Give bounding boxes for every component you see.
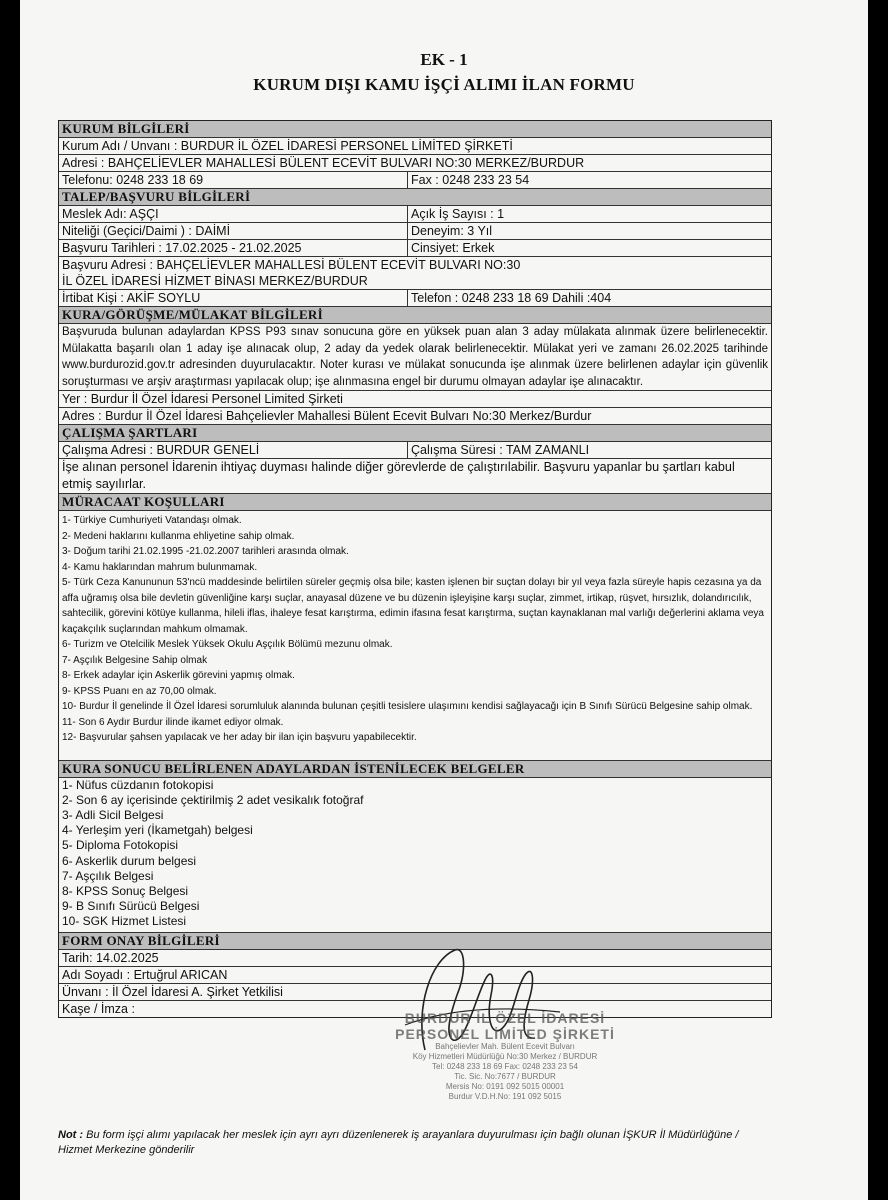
talep-row-2	[59, 223, 771, 240]
kurum-contact-row	[59, 172, 771, 189]
list-item: 5- Diploma Fotokopisi	[62, 838, 179, 853]
meslek-adi: Meslek Adı: AŞÇI	[59, 206, 408, 222]
section-talep: TALEP/BAŞVURU BİLGİLERİ	[59, 189, 771, 206]
footnote-label: Not :	[58, 1129, 84, 1141]
footnote	[58, 1128, 768, 1158]
belgeler-list-row	[59, 778, 771, 933]
kura-yer: Yer : Burdur İl Özel İdaresi Personel Limited Şirketi	[62, 392, 343, 406]
calisma-row	[59, 442, 771, 459]
form-title: KURUM DIŞI KAMU İŞÇİ ALIMI İLAN FORMU	[253, 75, 635, 94]
list-item: 2- Son 6 ay içerisinde çektirilmiş 2 adet vesikalık fotoğraf	[62, 792, 364, 807]
list-item: 8- Erkek adaylar için Askerlik görevini yapmış olmak.	[62, 670, 295, 681]
cinsiyet: Cinsiyet: Erkek	[411, 241, 495, 255]
list-item: 3- Adli Sicil Belgesi	[62, 807, 164, 822]
list-item: 7- Aşçılık Belgesine Sahip olmak	[62, 654, 208, 666]
list-item: 10- SGK Hizmet Listesi	[62, 914, 187, 929]
list-item: 6- Turizm ve Otelcilik Meslek Yüksek Okulu Aşçılık Bölümü mezunu olmak.	[62, 639, 393, 650]
annex-label: EK - 1	[420, 50, 468, 69]
list-item: 9- KPSS Puanı en az 70,00 olmak.	[62, 685, 217, 697]
basvuru-adresi-2: İL ÖZEL İDARESİ HİZMET BİNASI MERKEZ/BURDUR	[62, 274, 368, 288]
muracaat-list-row	[59, 511, 771, 761]
list-item: 11- Son 6 Aydır Burdur ilinde ikamet ediyor olmak.	[62, 716, 284, 728]
section-onay: FORM ONAY BİLGİLERİ	[59, 933, 771, 950]
kura-text: Başvuruda bulunan adaylardan KPSS P93 sınav sonucuna göre en yüksek puan alan 3 aday mülakata alınmak üzere belirlenecektir. Mülakatta başarılı olan 1 aday işe alınacak olup, 2 aday da yedek olarak belirlenecektir. Mülakat yeri ve zamanı 26.02.2025 tarihinde www.burdurozid.gov.tr adresinden duyurulacaktır. Noter kurası ve mülakat sonucunda işe alınmak üzere belirlenen adaylar için güvenlik soruşturması ve arşiv araştırması yapılacak olup; işe alınmasına engel bir durumu olmayan adaylar işe alınacaktır.	[62, 326, 768, 388]
section-kura: KURA/GÖRÜŞME/MÜLAKAT BİLGİLERİ	[59, 307, 771, 324]
footnote-text: Bu form işçi alımı yapılacak her meslek için ayrı ayrı düzenlenerek iş arayanlara duyurulması için bağlı olunan İŞKUR İl Müdürlüğüne / Hizmet Merkezine gönderilir	[58, 1129, 739, 1156]
talep-row-1	[59, 206, 771, 223]
list-item: 6- Askerlik durum belgesi	[62, 853, 197, 868]
kurum-address-row	[59, 155, 771, 172]
irtibat-telefon: Telefon : 0248 233 18 69 Dahili :404	[411, 291, 612, 305]
calisma-text-row	[59, 459, 771, 494]
list-item: 1- Nüfus cüzdanın fotokopisi	[62, 777, 214, 792]
onay-tarih: Tarih: 14.02.2025	[62, 950, 159, 965]
basvuru-adresi-row	[59, 257, 771, 290]
onay-unvan: Ünvanı : İl Özel İdaresi A. Şirket Yetkilisi	[62, 984, 283, 999]
list-item: 9- B Sınıfı Sürücü Belgesi	[62, 899, 200, 914]
list-item: 12- Başvurular şahsen yapılacak ve her aday bir ilan için başvuru yapabilecektir.	[62, 732, 417, 743]
list-item: 1- Türkiye Cumhuriyeti Vatandaşı olmak.	[62, 515, 242, 526]
section-kurum: KURUM BİLGİLERİ	[59, 121, 771, 138]
kura-yer-row	[59, 391, 771, 408]
kurum-phone: Telefonu: 0248 233 18 69	[59, 172, 408, 188]
talep-row-3	[59, 240, 771, 257]
company-stamp: BURDUR İL ÖZEL İDARESİ PERSONEL LİMİTED ŞİRKETİ Bahçelievler Mah. Bülent Ecevit Bulvarı Köy Hizmetleri Müdürlüğü No:30 Merkez / BURDUR Tel: 0248 233 18 69 Fax: 0248 233 23 54 Tic. Sic. No:7677 / BURDUR Mersis No: 0191 092 5015 00001 Burdur V.D.H.No: 191 092 5015	[395, 1010, 615, 1101]
belgeler-list	[59, 778, 366, 932]
list-item: 2- Medeni haklarını kullanma ehliyetine sahip olmak.	[62, 530, 295, 542]
muracaat-list	[59, 511, 771, 760]
kurum-fax: Fax : 0248 233 23 54	[411, 173, 530, 187]
section-belgeler: KURA SONUCU BELİRLENEN ADAYLARDAN İSTENİLECEK BELGELER	[59, 761, 771, 778]
list-item: 8- KPSS Sonuç Belgesi	[62, 883, 189, 898]
list-item: 3- Doğum tarihi 21.02.1995 -21.02.2007 tarihleri arasında olmak.	[62, 546, 349, 557]
irtibat-row	[59, 290, 771, 307]
list-item: 4- Yerleşim yeri (İkametgah) belgesi	[62, 823, 253, 838]
acik-is-sayisi: Açık İş Sayısı : 1	[411, 207, 505, 221]
niteligi: Niteliği (Geçici/Daimi ) : DAİMİ	[59, 223, 408, 239]
kurum-name: Kurum Adı / Unvanı : BURDUR İL ÖZEL İDARESİ PERSONEL LİMİTED ŞİRKETİ	[62, 139, 513, 153]
list-item: 4- Kamu haklarından mahrum bulunmamak.	[62, 561, 258, 573]
kura-adres: Adres : Burdur İl Özel İdaresi Bahçelievler Mahallesi Bülent Ecevit Bulvarı No:30 Merkez/Burdur	[62, 409, 592, 423]
calisma-adresi: Çalışma Adresi : BURDUR GENELİ	[59, 442, 408, 458]
basvuru-adresi-1: Başvuru Adresi : BAHÇELİEVLER MAHALLESİ BÜLENT ECEVİT BULVARI NO:30	[62, 258, 521, 272]
onay-kase: Kaşe / İmza :	[62, 1001, 135, 1016]
form-table	[58, 120, 772, 1018]
calisma-text: İşe alınan personel İdarenin ihtiyaç duyması halinde diğer görevlerde de çalıştırılabilir. Başvuru yapanlar bu şartları kabul etmiş sayılırlar.	[62, 460, 735, 491]
onay-adsoyad: Adı Soyadı : Ertuğrul ARICAN	[62, 967, 228, 982]
kura-text-row	[59, 324, 771, 391]
section-muracaat: MÜRACAAT KOŞULLARI	[59, 494, 771, 511]
kurum-address: Adresi : BAHÇELİEVLER MAHALLESİ BÜLENT ECEVİT BULVARI NO:30 MERKEZ/BURDUR	[62, 156, 585, 170]
kura-adres-row	[59, 408, 771, 425]
basvuru-tarihleri: Başvuru Tarihleri : 17.02.2025 - 21.02.2025	[59, 240, 408, 256]
list-item: 10- Burdur İl genelinde İl Özel İdaresi sorumluluk alanında bulunan çeşitli tesislere ulaşımını kendisi sağlayacağı için B Sınıfı Sürücü Belgesine sahip olmak.	[62, 701, 753, 712]
list-item: 5- Türk Ceza Kanununun 53'ncü maddesinde belirtilen süreler geçmiş olsa bile; kasten işlenen bir suçtan dolayı bir yıl veya fazla süreyle hapis cezasına ya da affa uğramış olsa bile devletin güvenliğine karşı suçlar, anayasal düzene ve bu düzenin işleyişine karşı suçlar, zimmet, irtikap, rüşvet, hırsızlık, dolandırıcılık, sahtecilik, görevini kötüye kullanma, hileli iflas, ihaleye fesat karıştırma, edimin ifasına fesat karıştırma, suçtan kaynaklanan mal varlığı değerlerini aklama veya kaçakçılık suçlarından mahkum olmamak.	[62, 577, 764, 635]
deneyim: Deneyim: 3 Yıl	[411, 224, 493, 238]
section-calisma: ÇALIŞMA ŞARTLARI	[59, 425, 771, 442]
list-item: 7- Aşçılık Belgesi	[62, 868, 154, 883]
irtibat-kisi: İrtibat Kişi : AKİF SOYLU	[59, 290, 408, 306]
calisma-suresi: Çalışma Süresi : TAM ZAMANLI	[411, 443, 590, 457]
kurum-name-row	[59, 138, 771, 155]
